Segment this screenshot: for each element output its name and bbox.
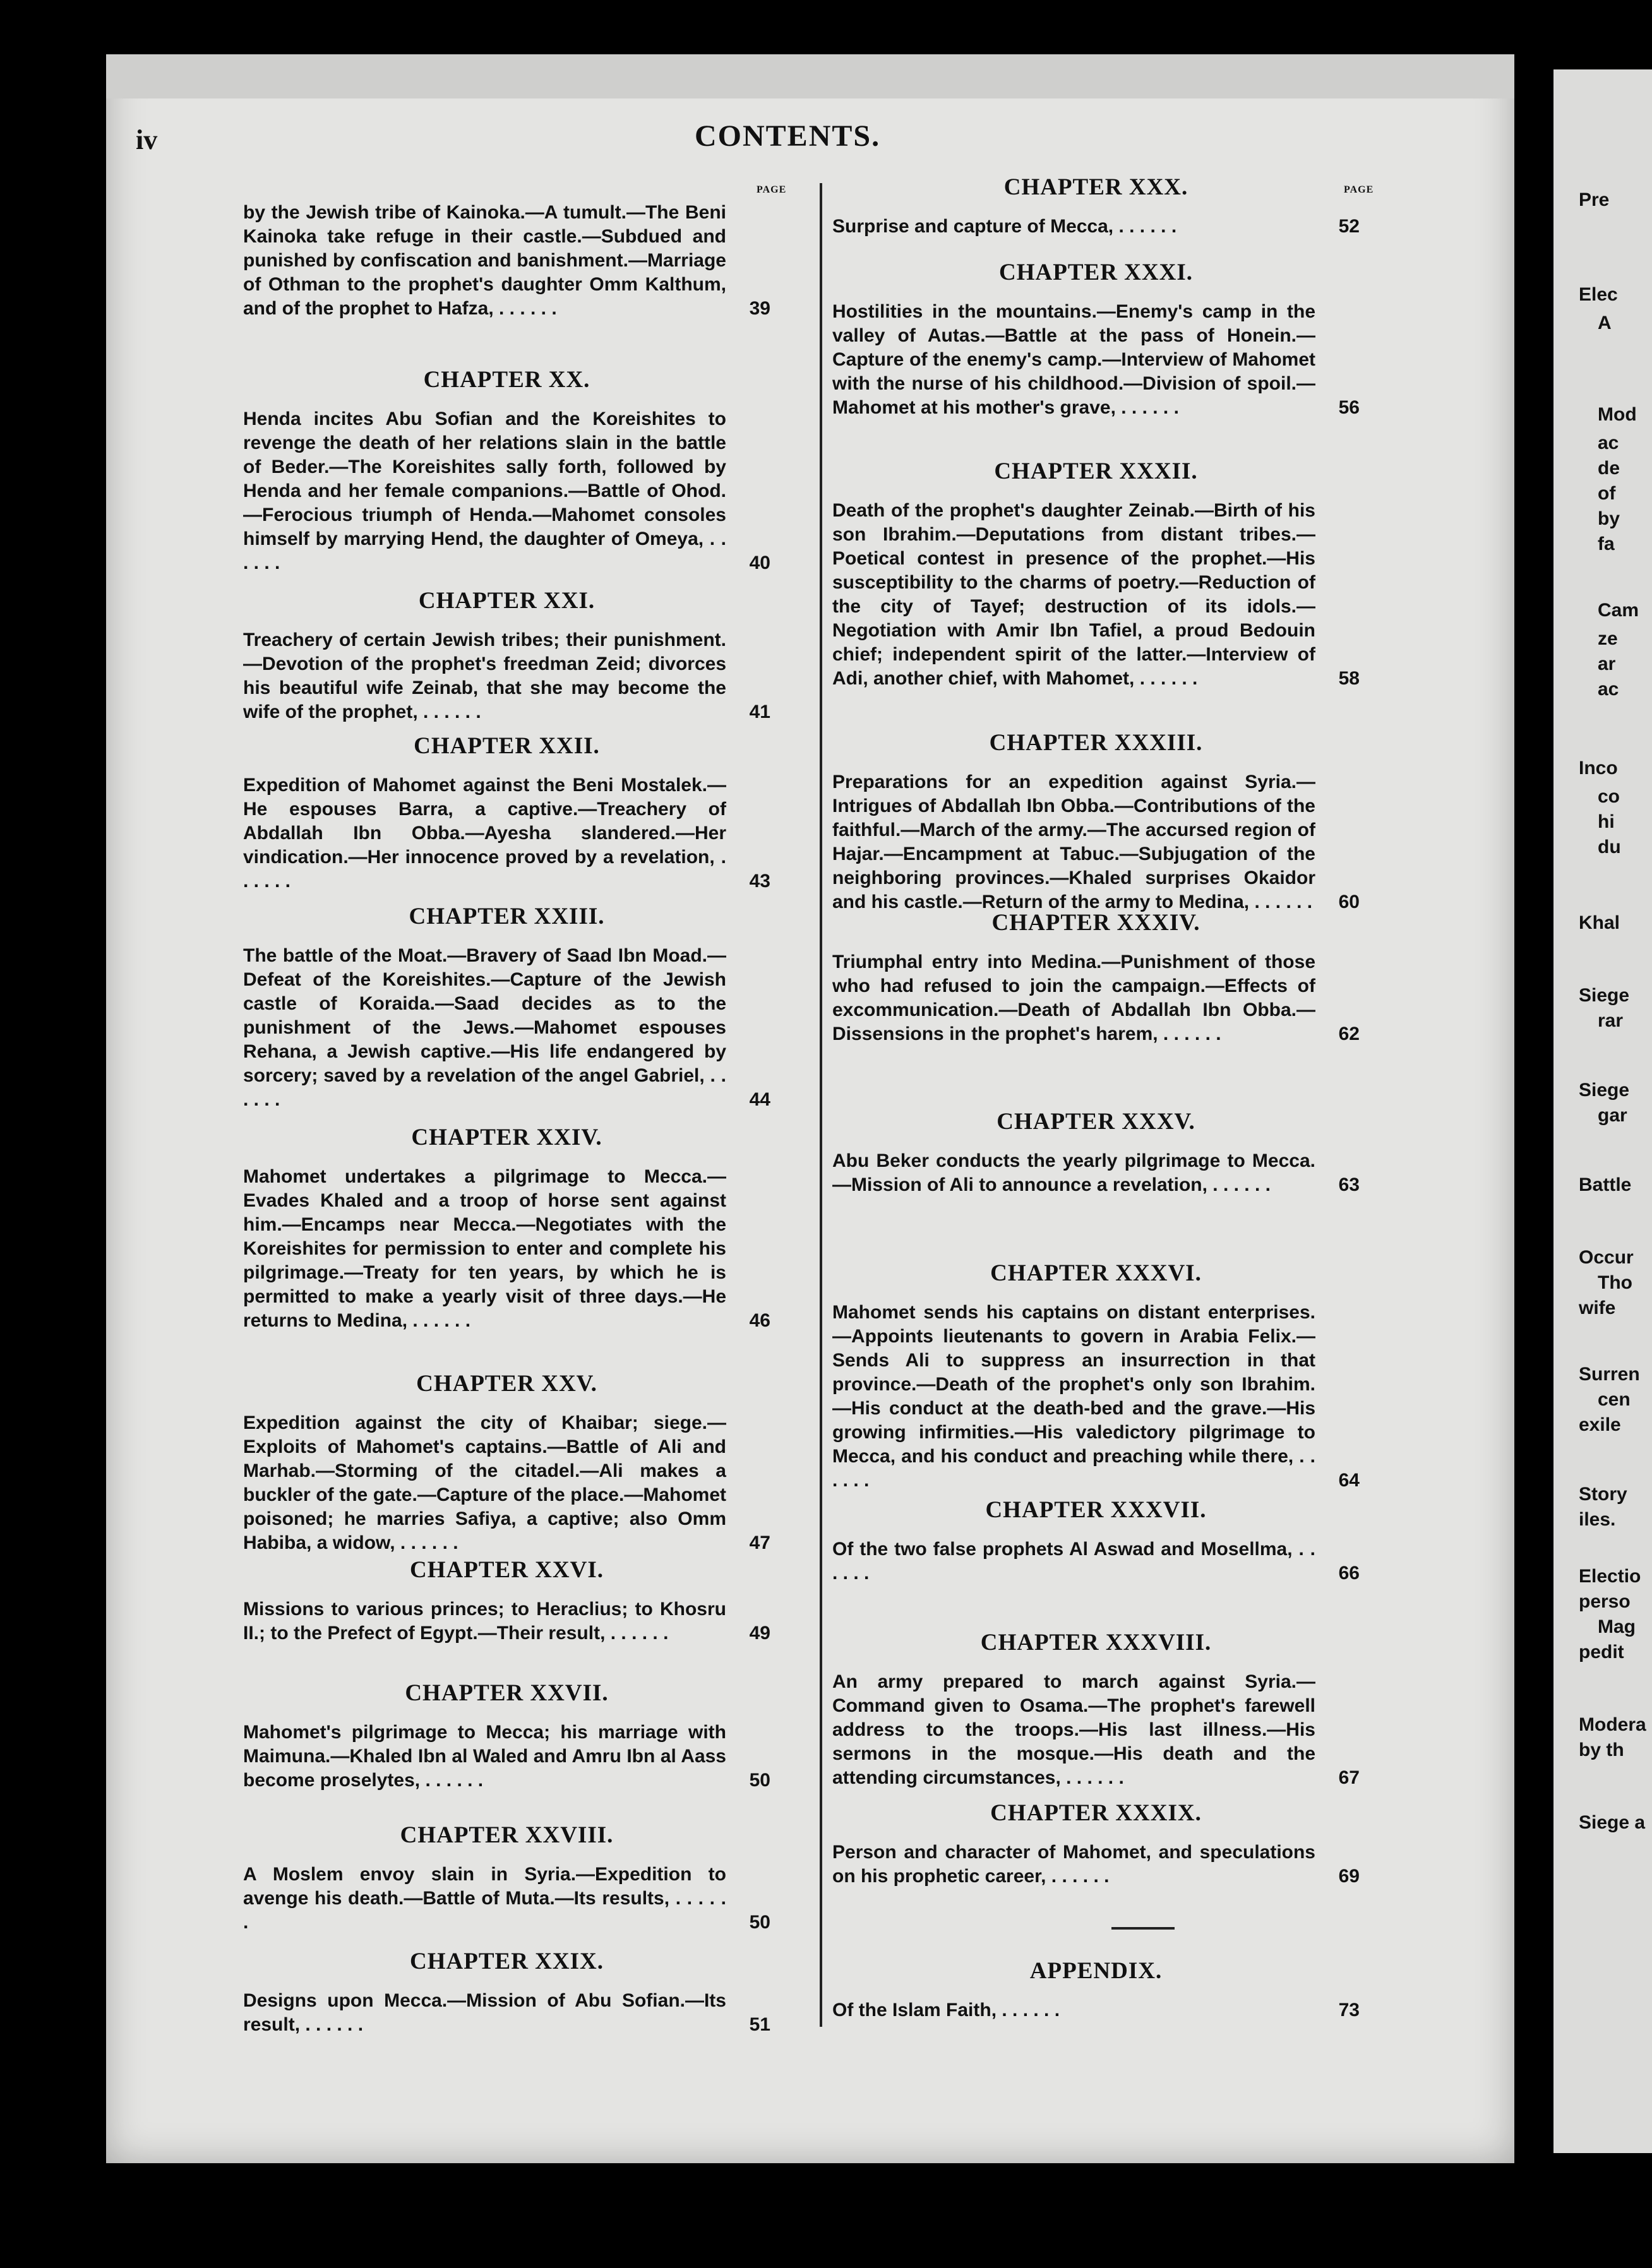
toc-entry <box>243 732 770 893</box>
toc-entry <box>832 1108 1360 1197</box>
toc-entry <box>243 201 770 321</box>
adjacent-page-text: pedit <box>1579 1642 1624 1662</box>
summary-text: Expedition of Mahomet against the Beni Mostalek.—He espouses Barra, a captive.—Treachery of Abdallah Ibn Obba.—Ayesha slandered.—Her vindication.—Her innocence proved by a revelation, . . . . . . <box>243 775 726 892</box>
adjacent-page-text: Inco <box>1579 758 1618 779</box>
page-ref: 47 <box>749 1532 770 1553</box>
adjacent-page-text: Occur <box>1579 1247 1634 1268</box>
summary-text: An army prepared to march against Syria.—Command given to Osama.—The prophet's farewell address to the troops.—His last illness.—His sermons in the mosque.—His death and the attending circumstances, . . . . . . <box>832 1671 1315 1788</box>
page-ref: 62 <box>1338 1024 1360 1044</box>
page-column-label-left: PAGE <box>757 184 787 195</box>
toc-entry <box>832 909 1360 1046</box>
adjacent-page-text: by <box>1598 508 1620 529</box>
chapter-summary <box>243 628 770 724</box>
chapter-heading: CHAPTER XXXII. <box>994 458 1198 484</box>
page-column-label-right: PAGE <box>1344 184 1374 195</box>
page-ref: 60 <box>1338 892 1360 912</box>
page-ref: 50 <box>749 1912 770 1933</box>
toc-entry <box>832 259 1360 420</box>
page-ref: 43 <box>749 871 770 892</box>
summary-text: Treachery of certain Jewish tribes; their punishment.—Devotion of the prophet's freedman Zeid; divorces his beautiful wife Zeinab, that she may become the wife of the prophet, . . . . . . <box>243 630 726 722</box>
chapter-summary <box>243 1989 770 2037</box>
page-title: CONTENTS. <box>695 119 881 153</box>
adjacent-page-text: A <box>1598 313 1612 333</box>
chapter-summary <box>832 1301 1360 1493</box>
page-ref: 63 <box>1338 1174 1360 1195</box>
adjacent-page-text: Story <box>1579 1484 1627 1505</box>
toc-entry <box>832 458 1360 691</box>
page-ref: 50 <box>749 1770 770 1791</box>
toc-entry <box>243 366 770 575</box>
adjacent-page-text: Siege a <box>1579 1812 1646 1833</box>
adjacent-page-text: cen <box>1598 1389 1631 1410</box>
adjacent-page-text: co <box>1598 786 1620 807</box>
page-top-edge <box>106 54 1514 98</box>
summary-text: Triumphal entry into Medina.—Punishment of those who had refused to join the campaign.—Effects of excommunication.—Death of Abdallah Ibn Obba.—Dissensions in the prophet's harem, . . . . . . <box>832 952 1315 1044</box>
adjacent-page-text: Siege <box>1579 985 1630 1006</box>
page-ref: 67 <box>1338 1767 1360 1788</box>
page-ref: 41 <box>749 701 770 722</box>
chapter-heading: CHAPTER XXXVIII. <box>980 1630 1212 1656</box>
summary-text: Mahomet sends his captains on distant enterprises.—Appoints lieutenants to govern in Arabia Felix.—Sends Ali to suppress an insurrection in that province.—Death of the prophet's only son Ibrahim.—His conduct at the death-bed and the grave.—His growing infirmities.—His valedictory pilgrimage to Mecca, and his conduct and preaching while there, . . . . . . <box>832 1302 1315 1491</box>
summary-text: Mahomet's pilgrimage to Mecca; his marriage with Maimuna.—Khaled Ibn al Waled and Amru Ibn al Aass become proselytes, . . . . . . <box>243 1722 726 1791</box>
summary-text: Expedition against the city of Khaibar; siege.—Exploits of Mahomet's captains.—Battle of Ali and Marhab.—Storming of the citadel.—Ali makes a buckler of the gate.—Capture of the place.—Mahomet poisoned; he marries Safiya, a captive; also Omm Habiba, a widow, . . . . . . <box>243 1412 726 1553</box>
summary-text: by the Jewish tribe of Kainoka.—A tumult.—The Beni Kainoka take refuge in their castle.—Subdued and punished by confiscation and banishment.—Marriage of Othman to the prophet's daughter Omm Kalthum, and of the prophet to Hafza, . . . . . . <box>243 202 726 319</box>
chapter-heading: CHAPTER XXVI. <box>410 1557 604 1583</box>
summary-text: A Moslem envoy slain in Syria.—Expedition to avenge his death.—Battle of Muta.—Its results, . . . . . . <box>243 1864 726 1933</box>
adjacent-page-text: perso <box>1579 1591 1631 1612</box>
toc-entry <box>832 174 1360 239</box>
page-ref: 69 <box>1338 1866 1360 1887</box>
adjacent-page <box>1553 69 1652 2153</box>
adjacent-page-text: hi <box>1598 811 1615 832</box>
summary-text: Surprise and capture of Mecca, . . . . . . <box>832 216 1177 237</box>
adjacent-page-text: Mag <box>1598 1616 1636 1637</box>
summary-text: Mahomet undertakes a pilgrimage to Mecca.—Evades Khaled and a troop of horse sent against him.—Encamps near Mecca.—Negotiates with the Koreishites for permission to enter and complete his pilgrimage.—Treaty for ten years, by which he is permitted to make a yearly visit of three days.—He returns to Medina, . . . . . . <box>243 1166 726 1331</box>
chapter-summary <box>832 1537 1360 1585</box>
chapter-heading: CHAPTER XXVIII. <box>400 1822 614 1848</box>
chapter-summary <box>832 1670 1360 1790</box>
adjacent-page-text: Cam <box>1598 600 1639 621</box>
chapter-heading: CHAPTER XXX. <box>1003 174 1188 200</box>
chapter-heading: CHAPTER XXII. <box>414 733 600 759</box>
chapter-summary <box>243 407 770 575</box>
page-ref: 52 <box>1338 216 1360 237</box>
adjacent-page-text: ar <box>1598 654 1616 674</box>
page-ref: 46 <box>749 1310 770 1331</box>
page-ref: 49 <box>749 1623 770 1644</box>
chapter-summary <box>832 300 1360 420</box>
page-ref: 51 <box>749 2014 770 2035</box>
summary-text: Death of the prophet's daughter Zeinab.—Birth of his son Ibrahim.—Deputations from distant tribes.—Poetical contest in presence of the prophet.—His susceptibility to the charms of poetry.—Reduction of the city of Tayef; destruction of its idols.—Negotiation with Amir Ibn Tafiel, a proud Bedouin chief; independent spirit of the latter.—Interview of Adi, another chief, with Mahomet, . . . . . . <box>832 500 1315 689</box>
adjacent-page-text: ac <box>1598 433 1619 453</box>
chapter-summary <box>832 1149 1360 1197</box>
chapter-summary <box>243 1863 770 1935</box>
toc-entry <box>832 1957 1360 2022</box>
chapter-heading: CHAPTER XXIX. <box>410 1949 604 1974</box>
adjacent-page-text: Battle <box>1579 1174 1632 1195</box>
chapter-summary <box>832 215 1360 239</box>
page-ref: 56 <box>1338 397 1360 418</box>
summary-text: Designs upon Mecca.—Mission of Abu Sofian.—Its result, . . . . . . <box>243 1990 726 2035</box>
chapter-heading: CHAPTER XXXV. <box>997 1109 1195 1135</box>
summary-text: Person and character of Mahomet, and speculations on his prophetic career, . . . . . . <box>832 1842 1315 1887</box>
chapter-heading: CHAPTER XXIII. <box>409 904 605 929</box>
toc-entry <box>832 729 1360 914</box>
chapter-heading: CHAPTER XXIV. <box>411 1125 602 1150</box>
toc-entry <box>243 1556 770 1645</box>
page-number: iv <box>136 124 158 155</box>
toc-entry <box>243 1822 770 1935</box>
adjacent-page-text: iles. <box>1579 1509 1616 1530</box>
chapter-heading: APPENDIX. <box>1029 1958 1163 1984</box>
chapter-heading: CHAPTER XXXVII. <box>985 1497 1207 1523</box>
toc-entry <box>243 1680 770 1793</box>
toc-entry <box>832 1629 1360 1790</box>
toc-entry <box>243 903 770 1112</box>
summary-text: The battle of the Moat.—Bravery of Saad Ibn Moad.—Defeat of the Koreishites.—Capture of the Jewish castle of Koraida.—Saad decides as to the punishment of the Jews.—Mahomet espouses Rehana, a Jewish captive.—His life endangered by sorcery; saved by a revelation of the angel Gabriel, . . . . . . <box>243 945 726 1110</box>
chapter-summary <box>243 773 770 893</box>
toc-entry <box>243 1124 770 1333</box>
chapter-summary <box>832 770 1360 914</box>
chapter-heading: CHAPTER XXVII. <box>405 1680 609 1706</box>
chapter-heading: CHAPTER XXXVI. <box>990 1260 1202 1286</box>
adjacent-page-text: exile <box>1579 1414 1621 1435</box>
toc-entry <box>243 1370 770 1555</box>
adjacent-page-text: Tho <box>1598 1272 1632 1293</box>
chapter-summary <box>243 1165 770 1333</box>
adjacent-page-text: Mod <box>1598 404 1637 425</box>
adjacent-page-text: wife <box>1579 1298 1616 1318</box>
adjacent-page-text: de <box>1598 458 1620 479</box>
toc-entry <box>832 1260 1360 1493</box>
chapter-summary <box>243 1721 770 1793</box>
toc-entry <box>832 1496 1360 1585</box>
adjacent-page-text: Electio <box>1579 1566 1641 1587</box>
adjacent-page-text: gar <box>1598 1105 1627 1126</box>
summary-text: Hostilities in the mountains.—Enemy's camp in the valley of Autas.—Battle at the pass of Honein.—Capture of the enemy's camp.—Interview of Mahomet with the nurse of his childhood.—Division of spoil.—Mahomet at his mother's grave, . . . . . . <box>832 301 1315 418</box>
toc-entry <box>832 1799 1360 1889</box>
chapter-heading: CHAPTER XXXIX. <box>990 1800 1202 1826</box>
chapter-heading: CHAPTER XXXI. <box>999 260 1193 285</box>
summary-text: Missions to various princes; to Heraclius; to Khosru II.; to the Prefect of Egypt.—Their result, . . . . . . <box>243 1599 726 1644</box>
chapter-summary <box>832 1841 1360 1889</box>
adjacent-page-text: rar <box>1598 1010 1624 1031</box>
adjacent-page-text: Surren <box>1579 1364 1640 1385</box>
chapter-heading: CHAPTER XX. <box>423 367 590 393</box>
page-ref: 40 <box>749 552 770 573</box>
chapter-summary <box>832 950 1360 1046</box>
adjacent-page-text: Modera <box>1579 1714 1646 1735</box>
chapter-heading: CHAPTER XXV. <box>416 1371 597 1397</box>
appendix-rule <box>1111 1927 1175 1930</box>
chapter-summary <box>832 1998 1360 2022</box>
column-divider <box>820 183 822 2027</box>
chapter-heading: CHAPTER XXXIII. <box>989 730 1203 756</box>
summary-text: Preparations for an expedition against Syria.—Intrigues of Abdallah Ibn Obba.—Contributions of the faithful.—March of the army.—The accursed region of Hajar.—Encampment at Tabuc.—Subjugation of the neighboring provinces.—Khaled surprises Okaidor and his castle.—Return of the army to Medina, . . . . . . <box>832 772 1315 912</box>
chapter-heading: CHAPTER XXI. <box>418 588 596 614</box>
chapter-heading: CHAPTER XXXIV. <box>991 910 1200 936</box>
adjacent-page-text: du <box>1598 837 1621 857</box>
summary-text: Of the two false prophets Al Aswad and Mosellma, . . . . . . <box>832 1539 1315 1584</box>
toc-entry <box>243 1948 770 2037</box>
adjacent-page-text: of <box>1598 483 1616 504</box>
page-ref: 44 <box>749 1089 770 1110</box>
adjacent-page-text: Pre <box>1579 189 1610 210</box>
adjacent-page-text: ze <box>1598 628 1618 649</box>
chapter-summary <box>832 499 1360 691</box>
page-ref: 58 <box>1338 668 1360 689</box>
summary-text: Abu Beker conducts the yearly pilgrimage to Mecca.—Mission of Ali to announce a revelation, . . . . . . <box>832 1150 1315 1195</box>
page-ref: 73 <box>1338 2000 1360 2020</box>
page-ref: 39 <box>749 298 770 319</box>
adjacent-page-text: Khal <box>1579 912 1620 933</box>
page-ref: 66 <box>1338 1563 1360 1584</box>
page-ref: 64 <box>1338 1470 1360 1491</box>
adjacent-page-text: ac <box>1598 679 1619 700</box>
chapter-summary <box>243 944 770 1112</box>
toc-entry <box>243 587 770 724</box>
chapter-summary <box>243 1597 770 1645</box>
chapter-summary <box>243 1411 770 1555</box>
summary-text: Of the Islam Faith, . . . . . . <box>832 2000 1060 2020</box>
chapter-summary <box>243 201 770 321</box>
adjacent-page-text: Elec <box>1579 284 1618 305</box>
adjacent-page-text: by th <box>1579 1740 1624 1760</box>
adjacent-page-text: fa <box>1598 534 1615 554</box>
summary-text: Henda incites Abu Sofian and the Koreishites to revenge the death of her relations slain in the battle of Beder.—The Koreishites sally forth, followed by Henda and her female companions.—Battle of Ohod.—Ferocious triumph of Henda.—Mahomet consoles himself by marrying Hend, the daughter of Omeya, . . . . . . <box>243 409 726 573</box>
adjacent-page-text: Siege <box>1579 1080 1630 1101</box>
